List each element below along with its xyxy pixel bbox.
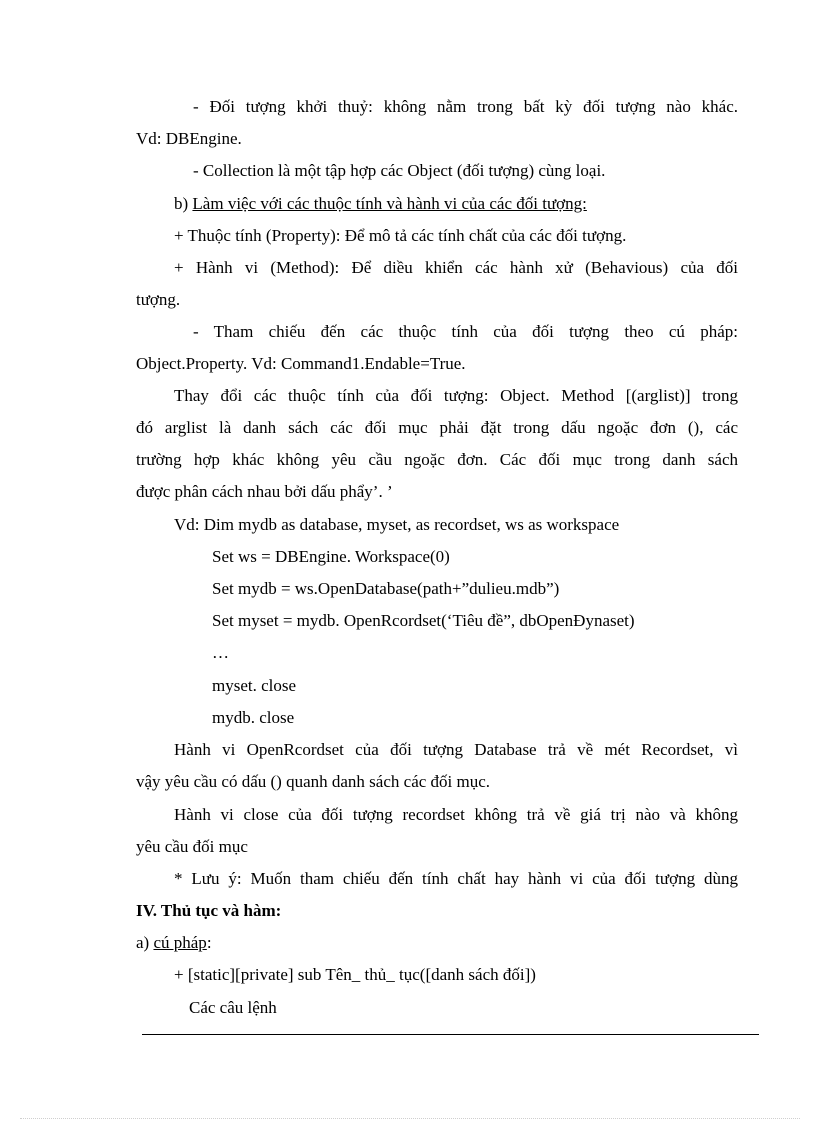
change-property-para-4: được phân cách nhau bởi dấu phẩy’. ’ <box>136 482 393 501</box>
syntax-prefix: a) <box>136 933 154 952</box>
method-item: + Hành vi (Method): Để diều khiển các hành xử (Behavious) của đối <box>174 258 738 277</box>
change-property-para-3: trường hợp khác không yêu cầu ngoặc đơn. Các đối mục trong danh sách <box>136 450 738 469</box>
change-property-para-2: đó arglist là danh sách các đối mục phải đặt trong dấu ngoặc đơn (), các <box>136 418 738 437</box>
close-para-2: yêu cầu đối mục <box>136 837 248 856</box>
reference-syntax: - Tham chiếu đến các thuộc tính của đối tượng theo cú pháp: <box>193 322 738 341</box>
code-line-set-ws: Set ws = DBEngine. Workspace(0) <box>212 547 450 566</box>
sub-syntax-line: + [static][private] sub Tên_ thủ_ tục([danh sách đối]) <box>174 965 536 984</box>
change-property-para-1: Thay đổi các thuộc tính của đối tượng: Object. Method [(arglist)] trong <box>174 386 738 405</box>
statements-line: Các câu lệnh <box>189 998 277 1017</box>
property-item: + Thuộc tính (Property): Để mô tả các tính chất của các đối tượng. <box>174 226 627 245</box>
section-b-prefix: b) <box>174 194 193 213</box>
syntax-colon: : <box>206 933 212 952</box>
bullet-primitive-object: - Đối tượng khởi thuỷ: không nằm trong bất kỳ đối tượng nào khác. <box>193 97 738 116</box>
syntax-label: cú pháp <box>153 933 207 952</box>
bullet-collection: - Collection là một tập hợp các Object (đối tượng) cùng loại. <box>193 161 606 180</box>
openrecordset-para-1: Hành vi OpenRcordset của đối tượng Database trả về mét Recordset, vì <box>174 740 738 759</box>
code-line-mydb-close: mydb. close <box>212 708 295 727</box>
section-b-title: Làm việc với các thuộc tính và hành vi của các đối tượng: <box>192 194 587 213</box>
syntax-heading <box>136 932 212 954</box>
code-example-dim: Vd: Dim mydb as database, myset, as recordset, ws as workspace <box>174 515 620 534</box>
footer-rule <box>142 1034 759 1035</box>
section-iv-heading: IV. Thủ tục và hàm: <box>136 901 282 920</box>
openrecordset-para-2: vậy yêu cầu có dấu () quanh danh sách các đối mục. <box>136 772 491 791</box>
note-line: * Lưu ý: Muốn tham chiếu đến tính chất hay hành vi của đối tượng dùng <box>174 869 738 888</box>
code-line-ellipsis: … <box>212 643 229 662</box>
page-bottom-dotted-line <box>20 1118 800 1119</box>
code-line-set-myset: Set myset = mydb. OpenRcordset(‘Tiêu đề”, dbOpenĐynaset) <box>212 611 635 630</box>
example-dbengine: Vd: DBEngine. <box>136 129 242 148</box>
code-line-set-mydb: Set mydb = ws.OpenDatabase(path+”dulieu.mdb”) <box>212 579 560 598</box>
method-item-cont: tượng. <box>136 290 181 309</box>
reference-example: Object.Property. Vd: Command1.Endable=True. <box>136 354 466 373</box>
code-line-myset-close: myset. close <box>212 676 297 695</box>
close-para-1: Hành vi close của đối tượng recordset không trả về giá trị nào và không <box>174 805 738 824</box>
section-b-heading <box>174 193 587 215</box>
